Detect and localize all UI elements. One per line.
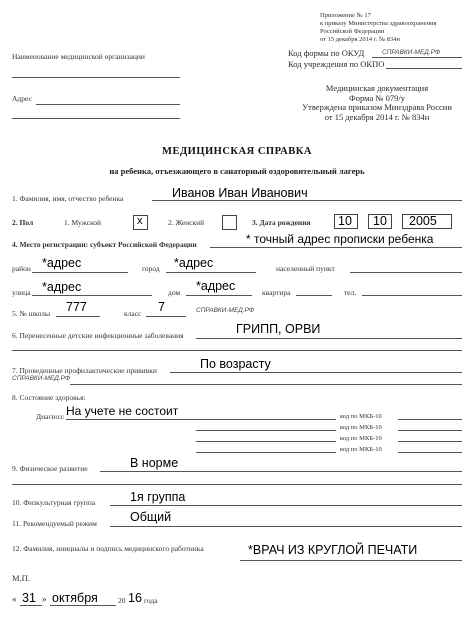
physical-line-2	[12, 484, 462, 485]
doc-info-line: Утверждена приказом Минздрава России	[302, 102, 452, 112]
diagnosis-label: Диагноз:	[36, 412, 65, 421]
watermark-2: СПРАВКИ-МЕД.РФ	[12, 375, 71, 382]
okud-value: СПРАВКИ-МЕД.РФ	[382, 49, 441, 56]
document-title: МЕДИЦИНСКАЯ СПРАВКА	[162, 146, 312, 157]
vaccinations-label: 7. Проведенные профилактические прививки	[12, 366, 157, 375]
female-checkbox[interactable]	[222, 215, 237, 230]
mkb-line-4	[398, 452, 462, 453]
doctor-label: 12. Фамилия, инициалы и подпись медицинского работника	[12, 544, 204, 553]
phone-line	[362, 295, 462, 296]
address-line-2	[12, 118, 180, 119]
address-label: Адрес	[12, 94, 32, 103]
mkb-label-4: код по МКБ-10	[340, 446, 382, 453]
street-label: улица	[12, 288, 31, 297]
district-label: район	[12, 264, 31, 273]
okud-line	[372, 57, 462, 58]
registration-label: 4. Место регистрации: субъект Российской Федерации	[12, 240, 197, 249]
district-line	[32, 272, 128, 273]
date-close-quote: »	[42, 594, 47, 604]
apartment-label: квартира	[262, 288, 291, 297]
house-line	[186, 295, 252, 296]
registration-value[interactable]: * точный адрес прописки ребенка	[246, 232, 434, 246]
child-name-value[interactable]: Иванов Иван Иванович	[172, 186, 308, 200]
doc-info-line: от 15 декабря 2014 г. № 834н	[324, 111, 430, 122]
dob-year: 2005	[409, 214, 437, 228]
appendix-line: Приложение № 17	[320, 12, 371, 19]
sex-label: 2. Пол	[12, 218, 34, 227]
diseases-line-2	[12, 350, 462, 351]
date-open-quote: «	[12, 594, 17, 604]
date-day[interactable]: 31	[22, 591, 36, 605]
child-name-line	[152, 200, 462, 201]
house-label: дом	[168, 288, 181, 297]
okpo-label: Код учреждения по ОКПО	[288, 59, 385, 69]
watermark-1: СПРАВКИ-МЕД.РФ	[196, 307, 255, 314]
pe-group-label: 10. Физкультурная группа	[12, 498, 96, 507]
date-month[interactable]: октября	[52, 591, 98, 605]
mkb-line-3	[398, 441, 462, 442]
apartment-line	[296, 295, 332, 296]
year-prefix: 20	[118, 596, 126, 605]
appendix-line: к приказу Министерства здравоохранения	[320, 20, 437, 27]
school-label: 5. № школы	[12, 309, 51, 318]
mkb-label-1: код по МКБ-10	[340, 413, 382, 420]
doctor-value[interactable]: *ВРАЧ ИЗ КРУГЛОЙ ПЕЧАТИ	[248, 543, 418, 557]
doc-info-line: Медицинская документация	[325, 83, 429, 93]
health-label: 8. Состояние здоровья:	[12, 393, 86, 402]
appendix-line: Российской Федерации	[320, 28, 385, 35]
male-label: 1. Мужской	[64, 218, 102, 227]
date-month-line	[50, 605, 116, 606]
dob-day: 10	[338, 214, 352, 228]
org-line	[12, 77, 180, 78]
school-value[interactable]: 777	[66, 300, 87, 314]
dob-month: 10	[373, 214, 387, 228]
okud-label: Код формы по ОКУД	[288, 48, 365, 58]
year-suffix: года	[144, 596, 158, 605]
pe-group-value[interactable]: 1я группа	[130, 490, 186, 504]
dob-day-box[interactable]	[334, 214, 358, 229]
physical-value[interactable]: В норме	[130, 456, 179, 470]
vaccinations-line-2	[70, 384, 462, 385]
mkb-line-1	[398, 419, 462, 420]
document-subtitle: на ребенка, отъезжающего в санаторный оздоровительный лагерь	[109, 166, 365, 176]
pe-group-line	[110, 505, 462, 506]
vaccinations-value[interactable]: По возрасту	[200, 357, 271, 371]
diseases-line	[196, 338, 462, 339]
city-label: город	[142, 264, 160, 273]
org-label: Наименование медицинской организации	[12, 52, 145, 61]
diagnosis-line-3	[196, 441, 336, 442]
street-line	[32, 295, 152, 296]
dob-month-box[interactable]	[368, 214, 392, 229]
class-label: класс	[124, 309, 142, 318]
address-line	[36, 104, 180, 105]
okpo-line	[386, 68, 462, 69]
appendix-block	[320, 12, 437, 44]
regime-value[interactable]: Общий	[130, 510, 172, 524]
house-value[interactable]: *адрес	[196, 279, 236, 293]
diagnosis-line-4	[196, 452, 336, 453]
vaccinations-line	[170, 372, 462, 373]
settlement-line	[350, 272, 462, 273]
female-label: 2. Женский	[168, 218, 205, 227]
dob-year-box[interactable]	[402, 214, 452, 229]
child-name-label: 1. Фамилия, имя, отчество ребенка	[12, 194, 124, 203]
mkb-label-2: код по МКБ-10	[340, 424, 382, 431]
regime-label: 11. Рекомендуемый режим	[12, 519, 97, 528]
school-line	[56, 316, 100, 317]
district-value[interactable]: *адрес	[42, 256, 82, 270]
regime-line	[110, 526, 462, 527]
class-value[interactable]: 7	[158, 300, 165, 314]
doc-info	[282, 84, 472, 122]
diagnosis-line-2	[196, 430, 336, 431]
phone-label: тел.	[344, 288, 357, 297]
diseases-label: 6. Перенесенные детские инфекционные заболевания	[12, 331, 184, 340]
mkb-line-2	[398, 430, 462, 431]
diagnosis-value[interactable]: На учете не состоит	[66, 404, 179, 418]
diseases-value[interactable]: ГРИПП, ОРВИ	[236, 322, 321, 336]
male-mark: x	[137, 215, 143, 227]
settlement-label: населенный пункт	[276, 264, 335, 273]
stamp-place-label: М.П.	[12, 573, 30, 583]
doctor-line	[240, 560, 462, 561]
street-value[interactable]: *адрес	[42, 280, 82, 294]
dob-label: 3. Дата рождения	[252, 218, 311, 227]
diagnosis-line-1	[66, 419, 336, 420]
male-checkbox[interactable]	[133, 215, 148, 230]
physical-label: 9. Физическое развитие	[12, 464, 88, 473]
date-day-line	[20, 605, 42, 606]
class-line	[146, 316, 186, 317]
year-value[interactable]: 16	[128, 591, 142, 605]
appendix-line: от 15 декабря 2014 г. № 834н	[320, 36, 400, 43]
city-value[interactable]: *адрес	[174, 256, 214, 270]
doc-info-line: Форма № 079/у	[349, 92, 405, 103]
registration-line	[210, 247, 462, 248]
city-line	[166, 272, 256, 273]
mkb-label-3: код по МКБ-10	[340, 435, 382, 442]
physical-line	[100, 471, 462, 472]
